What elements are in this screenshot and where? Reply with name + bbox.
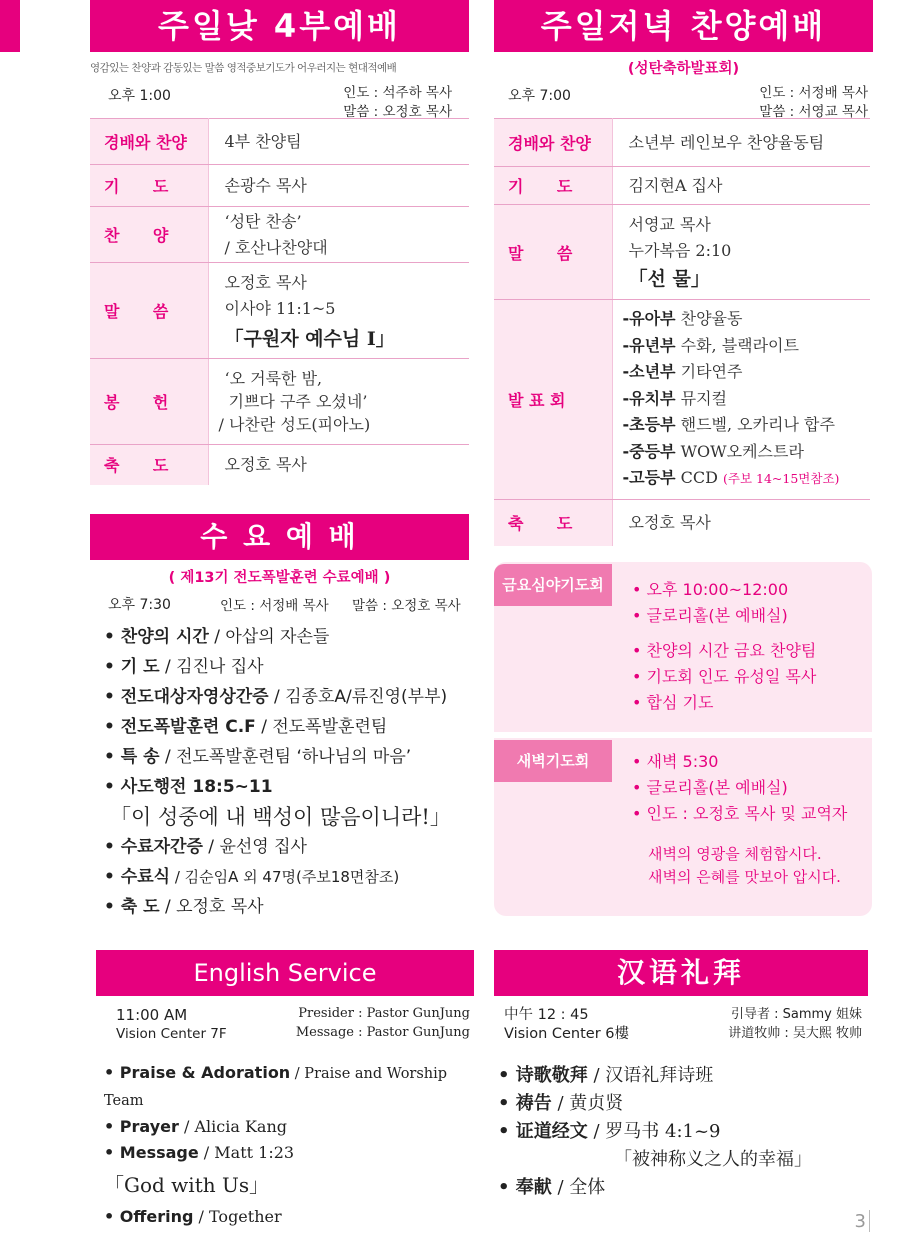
hymn-choir: / 호산나찬양대 <box>224 237 328 257</box>
list-item <box>104 652 474 682</box>
list-item <box>104 892 474 922</box>
offering-performer: / 나찬란 성도(피아노) <box>218 415 371 434</box>
scripture: 누가복음 2:10 <box>628 241 732 260</box>
dept-name: -고등부 <box>622 468 676 488</box>
item-title: • 证道经文 <box>498 1121 588 1142</box>
list-item <box>104 1204 474 1230</box>
table-row <box>90 119 469 165</box>
preacher-name: 오정호 목사 <box>224 272 307 292</box>
table-row <box>90 207 469 263</box>
item-detail: / 黄贞贤 <box>551 1093 624 1114</box>
list-item <box>104 622 474 652</box>
table-row <box>494 167 870 205</box>
wednesday-preacher: 말씀 : 오정호 목사 <box>352 598 461 614</box>
chinese-preacher: 讲道牧帅 : 吴大熙 牧帅 <box>728 1026 862 1041</box>
list-item <box>104 862 474 892</box>
item-detail: / 全体 <box>551 1177 606 1198</box>
evening-time: 오후 7:00 <box>508 88 571 104</box>
list-item <box>498 1090 868 1118</box>
list-item <box>104 1060 474 1114</box>
row-label: 축 도 <box>90 445 208 485</box>
list-item <box>104 832 474 862</box>
sunday4-time: 오후 1:00 <box>108 88 171 104</box>
list-item <box>104 742 474 772</box>
item-title: • 诗歌敬拜 <box>498 1065 588 1086</box>
row-value <box>208 359 469 445</box>
row-value: 오정호 목사 <box>628 512 711 532</box>
offering-song-1: ‘오 거룩한 밤, <box>224 369 323 388</box>
evening-leader: 인도 : 서정배 목사 <box>759 85 868 101</box>
reference-note: (주보 14~15면참조) <box>723 471 840 487</box>
sermon-title-text: 「이 성중에 내 백성이 많음이니라!」 <box>110 805 451 829</box>
list-item <box>104 712 474 742</box>
sermon-title <box>104 1166 474 1204</box>
wednesday-leader: 인도 : 서정배 목사 <box>220 598 329 614</box>
table-row <box>494 119 870 167</box>
item-detail: / 김종호A/류진영(부부) <box>268 687 448 707</box>
item-title: • 奉献 <box>498 1177 552 1198</box>
row-value: 오정호 목사 <box>224 454 307 474</box>
row-value: 김지현A 집사 <box>612 167 870 205</box>
performance: CCD <box>680 468 718 488</box>
page-number: 3 <box>854 1211 866 1232</box>
hymn-title: ‘성탄 찬송’ <box>224 211 302 231</box>
performance-item <box>623 439 871 466</box>
chinese-place: Vision Center 6樓 <box>504 1026 630 1042</box>
friday-list-2 <box>632 638 816 716</box>
list-item <box>498 1118 868 1146</box>
evening-title-bar <box>494 0 873 52</box>
chinese-title-bar <box>494 950 868 996</box>
row-value <box>208 263 469 359</box>
row-label: 기 도 <box>90 165 208 207</box>
item-detail: / Together <box>193 1207 282 1226</box>
dawn-list <box>632 749 847 827</box>
list-item <box>104 1140 474 1166</box>
dept-name: -유치부 <box>622 388 676 408</box>
list-item <box>104 682 474 712</box>
item-detail: / 전도폭발훈련팀 ‘하나님의 마음’ <box>159 747 412 767</box>
row-value: 4부 찬양팀 <box>208 119 469 165</box>
performance: 뮤지컬 <box>680 388 727 408</box>
row-label: 봉 헌 <box>90 359 208 445</box>
performance: 핸드벨, 오카리나 합주 <box>680 415 835 435</box>
note-line: 새벽의 영광을 체험합시다. <box>648 845 822 863</box>
list-item <box>498 1174 868 1202</box>
table-row <box>494 500 870 546</box>
evening-staff <box>700 84 868 122</box>
list-item: • 오후 10:00~12:00 <box>632 580 789 599</box>
wednesday-time: 오후 7:30 <box>108 597 171 613</box>
dawn-note <box>648 843 841 889</box>
item-title: • 기 도 <box>104 657 160 677</box>
item-title: • 사도행전 18:5~11 <box>104 777 273 797</box>
item-title: • 전도폭발훈련 C.F <box>104 717 256 737</box>
sunday4-order-table <box>90 118 469 485</box>
item-detail: / Alicia Kang <box>178 1117 287 1136</box>
wednesday-title-bar <box>90 514 469 560</box>
item-detail: / 전도폭발훈련팀 <box>255 717 388 737</box>
row-label: 찬 양 <box>90 207 208 263</box>
table-row <box>90 359 469 445</box>
performance-item <box>623 412 871 439</box>
sunday4-leader: 인도 : 석주하 목사 <box>343 85 452 101</box>
dept-name: -유년부 <box>622 335 676 355</box>
sermon-title <box>104 802 474 832</box>
item-title: • Praise & Adoration <box>104 1063 291 1082</box>
table-row <box>90 263 469 359</box>
corner-tab <box>0 0 20 52</box>
preacher-name: 서영교 목사 <box>628 215 711 234</box>
chinese-leader: 引导者 : Sammy 姐妹 <box>730 1007 862 1022</box>
evening-subtitle: (성탄축하발표회) <box>627 61 740 77</box>
item-title: • Message <box>104 1143 199 1162</box>
performance: 수화, 블랙라이트 <box>680 335 799 355</box>
item-title: • 특 송 <box>104 747 160 767</box>
evening-order-table <box>494 118 870 546</box>
sunday4-preacher: 말씀 : 오정호 목사 <box>343 104 452 120</box>
row-label: 말 씀 <box>90 263 208 359</box>
item-title: • 수료식 <box>104 867 171 887</box>
item-title: • 祷告 <box>498 1093 552 1114</box>
row-label: 경배와 찬양 <box>90 119 208 165</box>
english-staff <box>290 1004 470 1042</box>
dept-name: -유아부 <box>622 309 676 329</box>
sermon-title <box>498 1146 868 1174</box>
item-title: • 수료자간증 <box>104 837 203 857</box>
page-number-divider <box>869 1210 870 1232</box>
list-item: • 글로리홀(본 예배실) <box>632 778 788 797</box>
table-row <box>90 445 469 485</box>
performance-item <box>623 333 871 360</box>
performance-item <box>623 306 871 333</box>
sermon-title: 「구원자 예수님 I」 <box>224 327 395 350</box>
dept-name: -중등부 <box>622 441 676 461</box>
row-value: 손광수 목사 <box>208 165 469 207</box>
performance: WOW오케스트라 <box>680 441 804 461</box>
note-line: 새벽의 은혜를 맛보아 압시다. <box>648 868 841 886</box>
list-item: • 글로리홀(본 예배실) <box>632 606 788 625</box>
list-item: • 찬양의 시간 금요 찬양팀 <box>632 641 817 660</box>
chinese-time-place <box>504 1006 629 1044</box>
sermon-title: 「선 물」 <box>628 268 710 290</box>
row-label: 축 도 <box>494 500 612 546</box>
sunday4-staff <box>290 84 452 122</box>
performance: 기타연주 <box>680 362 743 382</box>
table-row <box>90 165 469 207</box>
row-label: 경배와 찬양 <box>494 119 612 167</box>
row-value: 소년부 레인보우 찬양율동팀 <box>612 119 870 167</box>
english-title: English Service <box>193 959 377 987</box>
item-detail: / 오정호 목사 <box>159 897 264 917</box>
item-title: • 전도대상자영상간증 <box>104 687 269 707</box>
row-label: 말 씀 <box>494 205 612 300</box>
item-detail: / 汉语礼拜诗班 <box>587 1065 714 1086</box>
item-detail: / 아삽의 자손들 <box>208 627 330 647</box>
dawn-tag: 새벽기도회 <box>494 740 612 782</box>
evening-preacher: 말씀 : 서영교 목사 <box>759 104 868 120</box>
list-item <box>498 1062 868 1090</box>
item-title: • 축 도 <box>104 897 160 917</box>
list-item: • 합심 기도 <box>632 693 714 712</box>
list-item <box>104 1114 474 1140</box>
table-row <box>494 300 870 500</box>
row-label: 기 도 <box>494 167 612 205</box>
list-item: • 인도 : 오정호 목사 및 교역자 <box>632 804 848 823</box>
sunday4-title: 주일낮 4부예배 <box>158 7 401 45</box>
chinese-order-list <box>498 1062 868 1202</box>
panel-divider <box>494 732 872 738</box>
row-value <box>208 207 469 263</box>
sunday4-title-bar <box>90 0 469 52</box>
performance-item <box>623 386 871 413</box>
dept-name: -초등부 <box>622 415 676 435</box>
list-item: • 새벽 5:30 <box>632 752 719 771</box>
english-presider: Presider : Pastor GunJung <box>298 1006 470 1021</box>
english-order-list <box>104 1060 474 1230</box>
dept-name: -소년부 <box>622 362 676 382</box>
chinese-time: 中午 12 : 45 <box>504 1007 589 1023</box>
item-detail: / 김진나 집사 <box>159 657 264 677</box>
evening-title: 주일저녁 찬양예배 <box>540 7 827 45</box>
english-time: 11:00 AM <box>116 1006 188 1024</box>
item-detail: / Praise and Worship Team <box>104 1066 448 1109</box>
sermon-title-text: 「被神称义之人的幸福」 <box>614 1149 812 1170</box>
item-title: • Offering <box>104 1207 194 1226</box>
scripture: 이사야 11:1~5 <box>224 298 336 318</box>
chinese-staff <box>680 1005 862 1043</box>
english-time-place <box>116 1006 227 1044</box>
sermon-title-text: 「God with Us」 <box>104 1173 270 1197</box>
list-item <box>104 772 474 802</box>
offering-song-2: 기쁘다 구주 오셨네’ <box>228 392 368 411</box>
friday-list <box>632 577 788 629</box>
friday-tag: 금요심야기도회 <box>494 564 612 606</box>
chinese-title: 汉语礼拜 <box>616 956 745 989</box>
table-row <box>494 205 870 300</box>
item-title: • Prayer <box>104 1117 179 1136</box>
sunday4-subtitle: 영감있는 찬양과 감동있는 말씀 영적중보기도가 어우러지는 현대적예배 <box>90 62 397 74</box>
row-label: 발 표 회 <box>494 300 612 500</box>
item-detail: / Matt 1:23 <box>198 1143 295 1162</box>
english-message: Message : Pastor GunJung <box>295 1025 470 1040</box>
performance-item <box>623 359 871 386</box>
english-place: Vision Center 7F <box>116 1026 227 1042</box>
item-detail: / 김순임A 외 47명(주보18면참조) <box>170 868 400 886</box>
wednesday-title: 수 요 예 배 <box>200 520 359 553</box>
row-value <box>612 205 870 300</box>
wednesday-order-list <box>104 622 474 922</box>
item-title: • 찬양의 시간 <box>104 627 209 647</box>
performance: 찬양율동 <box>680 309 743 329</box>
item-detail: / 윤선영 집사 <box>202 837 307 857</box>
english-title-bar <box>96 950 474 996</box>
list-item: • 기도회 인도 유성일 목사 <box>632 667 817 686</box>
row-value <box>612 300 870 500</box>
wednesday-subtitle: ( 제13기 전도폭발훈련 수료예배 ) <box>168 570 391 586</box>
performance-item <box>623 465 871 493</box>
item-detail: / 罗马书 4:1~9 <box>587 1121 721 1142</box>
